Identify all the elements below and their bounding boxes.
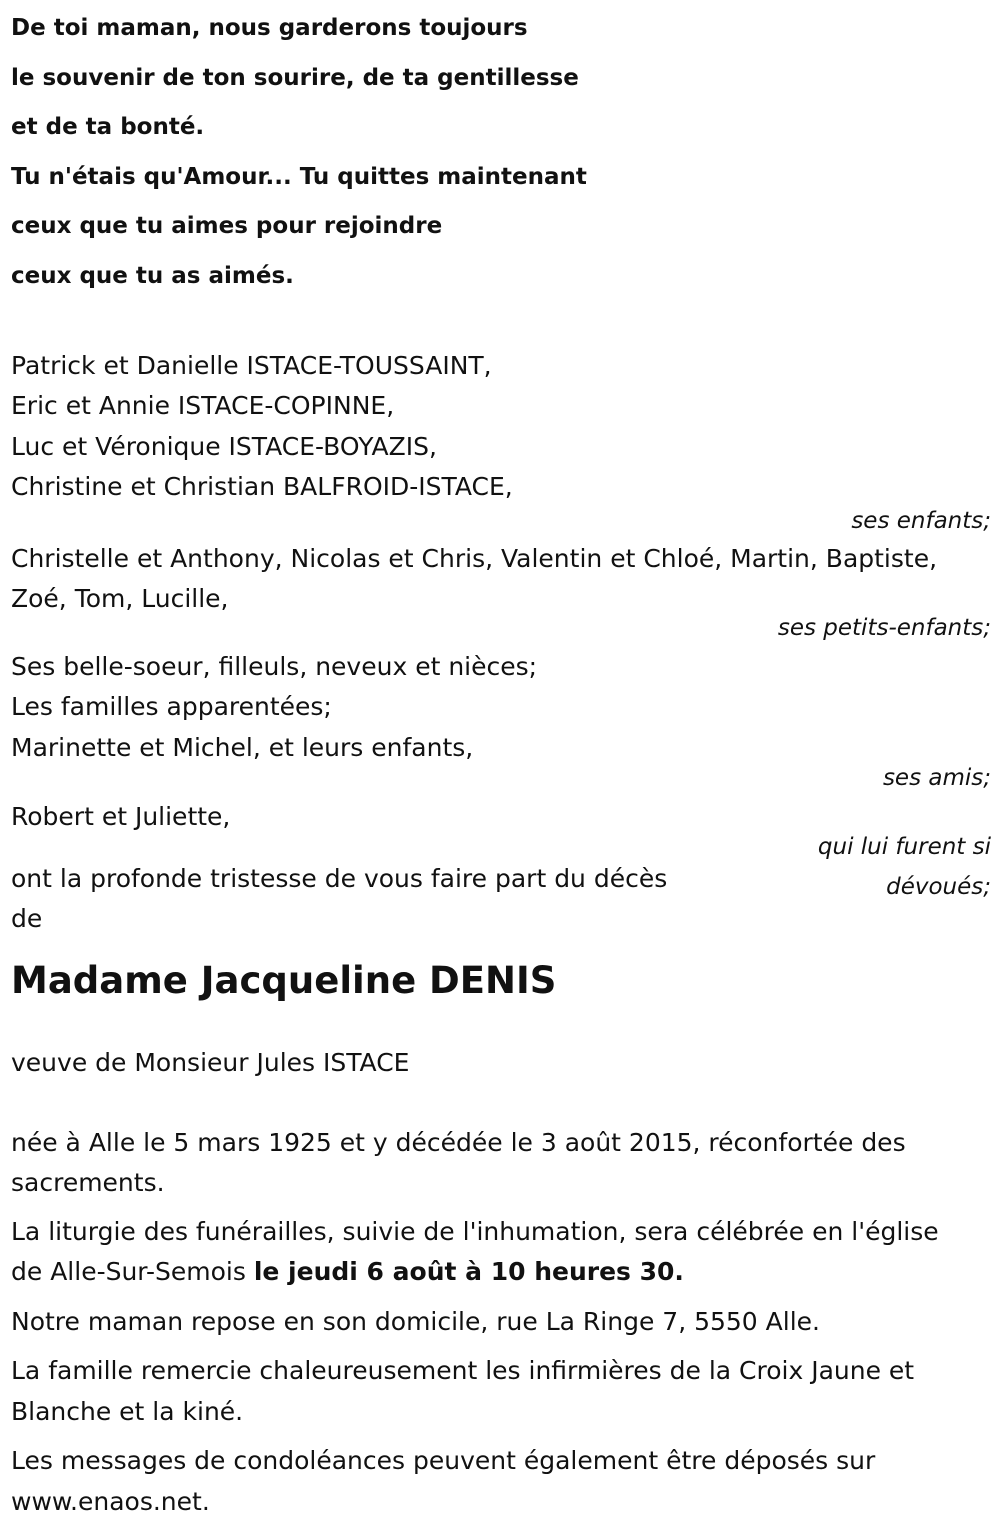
devoted-block bbox=[11, 797, 991, 937]
condolences-line: Les messages de condoléances peuvent également être déposés sur bbox=[11, 1446, 876, 1476]
condolences-link[interactable]: www.enaos.net. bbox=[11, 1486, 210, 1516]
poem-line: le souvenir de ton sourire, de ta gentillesse bbox=[11, 64, 579, 91]
others-line: Les familles apparentées; bbox=[11, 692, 332, 722]
birth-death-line: née à Alle le 5 mars 1925 et y décédée le 3 août 2015, réconfortée des bbox=[11, 1127, 906, 1157]
friends-relation: ses amis; bbox=[882, 765, 991, 792]
devoted-relation-2: dévoués; bbox=[886, 874, 991, 901]
children-relation: ses enfants; bbox=[851, 507, 991, 534]
poem-line: ceux que tu aimes pour rejoindre bbox=[11, 213, 443, 240]
poem bbox=[11, 4, 991, 302]
devoted-names: Robert et Juliette, bbox=[11, 802, 231, 832]
child-couple: Luc et Véronique ISTACE-BOYAZIS, bbox=[11, 431, 437, 461]
grandchildren-line: Zoé, Tom, Lucille, bbox=[11, 584, 229, 614]
others-block bbox=[11, 647, 991, 794]
others-line: Ses belle-soeur, filleuls, neveux et nièces; bbox=[11, 651, 538, 681]
grandchildren-line: Christelle et Anthony, Nicolas et Chris, Valentin et Chloé, Martin, Baptiste, bbox=[11, 543, 938, 573]
announcement-line: de bbox=[11, 904, 43, 934]
grandchildren-relation: ses petits-enfants; bbox=[777, 614, 991, 641]
others-line: Marinette et Michel, et leurs enfants, bbox=[11, 732, 474, 762]
announcement-line: ont la profonde tristesse de vous faire part du décès bbox=[11, 864, 668, 894]
devoted-relation-1: qui lui furent si bbox=[817, 834, 991, 861]
thanks-line: Blanche et la kiné. bbox=[11, 1396, 244, 1426]
widow-of: veuve de Monsieur Jules ISTACE bbox=[11, 1048, 410, 1078]
poem-line: et de ta bonté. bbox=[11, 114, 205, 141]
funeral-line: La liturgie des funérailles, suivie de l'inhumation, sera célébrée en l'église bbox=[11, 1216, 939, 1246]
rests-at: Notre maman repose en son domicile, rue La Ringe 7, 5550 Alle. bbox=[11, 1306, 820, 1336]
funeral-line-2 bbox=[11, 1252, 991, 1293]
obituary-page bbox=[11, 0, 991, 1522]
children-block bbox=[11, 346, 991, 536]
thanks-line: La famille remercie chaleureusement les infirmières de la Croix Jaune et bbox=[11, 1356, 915, 1386]
poem-line: Tu n'étais qu'Amour... Tu quittes maintenant bbox=[11, 163, 587, 190]
funeral-datetime: le jeudi 6 août à 10 heures 30. bbox=[253, 1257, 684, 1287]
child-couple: Patrick et Danielle ISTACE-TOUSSAINT, bbox=[11, 350, 492, 380]
funeral-place: de Alle-Sur-Semois bbox=[11, 1257, 254, 1287]
grandchildren-block bbox=[11, 539, 991, 643]
child-couple: Eric et Annie ISTACE-COPINNE, bbox=[11, 391, 395, 421]
poem-line: ceux que tu as aimés. bbox=[11, 262, 294, 289]
birth-death-line: sacrements. bbox=[11, 1168, 165, 1198]
child-couple: Christine et Christian BALFROID-ISTACE, bbox=[11, 472, 513, 502]
details-block bbox=[11, 1123, 991, 1523]
poem-line: De toi maman, nous garderons toujours bbox=[11, 15, 528, 41]
deceased-name: Madame Jacqueline DENIS bbox=[11, 959, 557, 1003]
